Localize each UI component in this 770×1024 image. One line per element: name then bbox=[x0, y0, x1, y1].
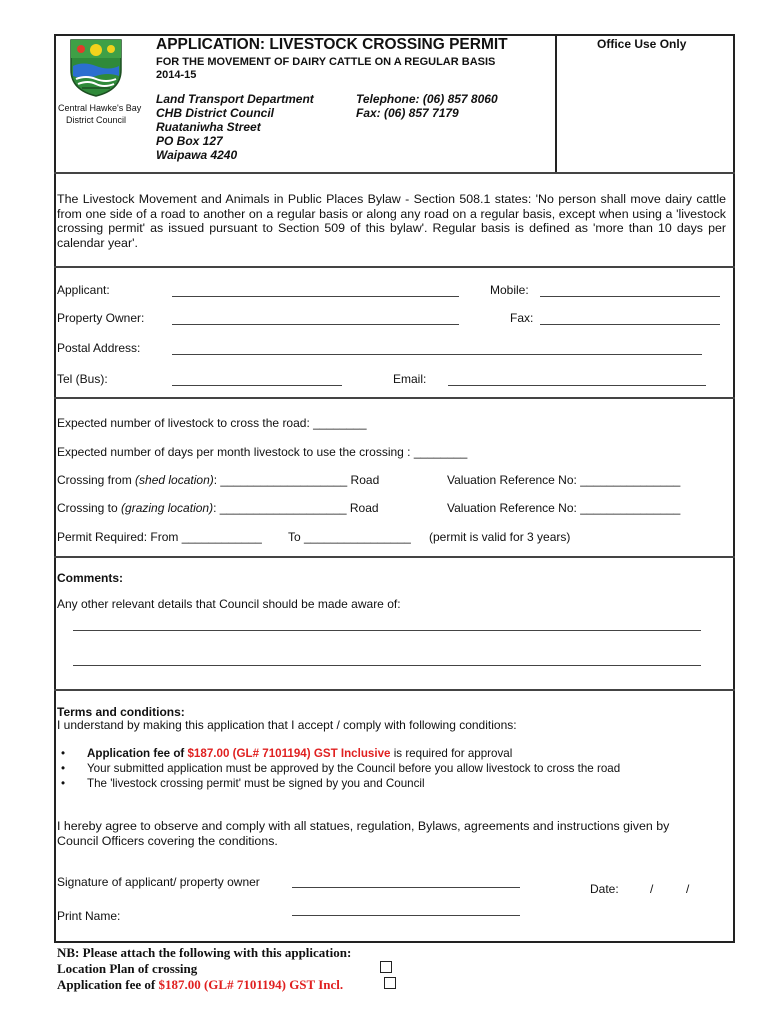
applicant-field[interactable] bbox=[172, 296, 459, 297]
crossing-from[interactable] bbox=[57, 473, 379, 487]
property-owner-label: Property Owner: bbox=[57, 311, 145, 325]
address-line-5: Waipawa 4240 bbox=[156, 148, 238, 162]
print-name-field[interactable] bbox=[292, 915, 520, 916]
signature-label: Signature of applicant/ property owner bbox=[57, 875, 260, 889]
address-line-1: Land Transport Department bbox=[156, 92, 314, 106]
divider-header bbox=[54, 172, 735, 174]
crossing-from-field: : ___________________ Road bbox=[213, 473, 380, 487]
council-name-line1: Central Hawke's Bay bbox=[58, 103, 142, 113]
council-name-line2: District Council bbox=[65, 115, 126, 125]
permit-to[interactable]: To ________________ bbox=[288, 530, 411, 544]
crossing-from-hint: (shed location) bbox=[135, 473, 214, 487]
agreement-text: I hereby agree to observe and comply with all statues, regulation, Bylaws, agreements and instructions given by Council Officers covering the conditions. bbox=[57, 819, 670, 848]
telephone: Telephone: (06) 857 8060 bbox=[356, 92, 498, 106]
divider-livestock bbox=[54, 556, 735, 558]
fee-attach-label bbox=[57, 977, 343, 993]
crossing-to-field: : ___________________ Road bbox=[213, 501, 379, 515]
comments-line-1[interactable] bbox=[73, 630, 701, 631]
fee-suffix: is required for approval bbox=[390, 747, 513, 760]
permit-validity-note: (permit is valid for 3 years) bbox=[429, 530, 571, 544]
date-slash-1: / bbox=[650, 882, 654, 896]
bylaw-text: The Livestock Movement and Animals in Public Places Bylaw - Section 508.1 states: 'No person shall move dairy cattle from one side of a road to another on a regular basis or along any road on a regular basis, except when using a 'livestock crossing permit' as issued pursuant to Section 509 of this bylaw'. Regular basis is defined as 'more than 10 days per calendar year'. bbox=[57, 192, 726, 250]
valuation-ref-2[interactable]: Valuation Reference No: _______________ bbox=[447, 501, 681, 515]
date-label: Date: bbox=[590, 882, 619, 896]
mobile-label: Mobile: bbox=[490, 283, 529, 297]
divider-bylaw bbox=[54, 266, 735, 268]
page-title: APPLICATION: LIVESTOCK CROSSING PERMIT bbox=[156, 36, 508, 53]
postal-address-label: Postal Address: bbox=[57, 341, 141, 355]
office-use-divider bbox=[555, 34, 557, 174]
date-slash-2: / bbox=[686, 882, 690, 896]
tel-bus-label: Tel (Bus): bbox=[57, 372, 108, 386]
terms-bullet-1: • Application fee of $187.00 (GL# 7101194) GST Inclusive is required for approval bbox=[61, 747, 513, 760]
address-line-4: PO Box 127 bbox=[156, 134, 223, 148]
print-name-label: Print Name: bbox=[57, 909, 121, 923]
crossing-from-label: Crossing from bbox=[57, 473, 136, 487]
nb-note: NB: Please attach the following with this application: bbox=[57, 945, 352, 960]
form-frame bbox=[54, 34, 735, 943]
postal-address-field[interactable] bbox=[172, 354, 702, 355]
location-plan-checkbox[interactable] bbox=[380, 961, 392, 973]
address-line-2: CHB District Council bbox=[156, 106, 275, 120]
fee-label: Application fee of bbox=[87, 747, 188, 760]
fax-label: Fax: bbox=[510, 311, 534, 325]
terms-intro: I understand by making this application that I accept / comply with following conditions: bbox=[57, 718, 517, 732]
fee-attach-amount: $187.00 (GL# 7101194) GST Incl. bbox=[158, 977, 344, 992]
form-year: 2014-15 bbox=[156, 69, 197, 81]
mobile-field[interactable] bbox=[540, 296, 720, 297]
email-field[interactable] bbox=[448, 385, 706, 386]
applicant-label: Applicant: bbox=[57, 283, 110, 297]
property-owner-field[interactable] bbox=[172, 324, 459, 325]
fee-checkbox[interactable] bbox=[384, 977, 396, 989]
divider-applicant bbox=[54, 397, 735, 399]
terms-bullet-3: • The 'livestock crossing permit' must be signed by you and Council bbox=[61, 777, 425, 790]
crossing-to-hint: (grazing location) bbox=[121, 501, 214, 515]
email-label: Email: bbox=[393, 372, 427, 386]
office-use-label: Office Use Only bbox=[597, 37, 687, 51]
comments-line-2[interactable] bbox=[73, 665, 701, 666]
comments-heading: Comments: bbox=[57, 571, 124, 585]
comments-prompt: Any other relevant details that Council should be made aware of: bbox=[57, 597, 401, 611]
fee-attach-text: Application fee of bbox=[57, 977, 159, 992]
fax-field[interactable] bbox=[540, 324, 720, 325]
terms-bullet-3-text: The 'livestock crossing permit' must be signed by you and Council bbox=[87, 777, 425, 790]
terms-heading: Terms and conditions: bbox=[57, 705, 185, 719]
signature-field[interactable] bbox=[292, 887, 520, 888]
crossing-to[interactable] bbox=[57, 501, 379, 515]
permit-from[interactable]: Permit Required: From ____________ bbox=[57, 530, 262, 544]
tel-bus-field[interactable] bbox=[172, 385, 342, 386]
terms-bullet-2-text: Your submitted application must be approved by the Council before you allow livestock to cross the road bbox=[87, 762, 621, 775]
expected-days[interactable]: Expected number of days per month livestock to use the crossing : ________ bbox=[57, 445, 468, 459]
fax-number: Fax: (06) 857 7179 bbox=[356, 106, 459, 120]
location-plan-label: Location Plan of crossing bbox=[57, 961, 198, 976]
address-line-3: Ruataniwha Street bbox=[156, 120, 261, 134]
fee-amount: $187.00 (GL# 7101194) GST Inclusive bbox=[187, 747, 391, 760]
page-subtitle: FOR THE MOVEMENT OF DAIRY CATTLE ON A REGULAR BASIS bbox=[156, 56, 496, 68]
crossing-to-label: Crossing to bbox=[57, 501, 122, 515]
divider-comments bbox=[54, 689, 735, 691]
valuation-ref-1[interactable]: Valuation Reference No: _______________ bbox=[447, 473, 681, 487]
terms-bullet-2: • Your submitted application must be approved by the Council before you allow livestock to cross the road bbox=[61, 762, 621, 775]
council-logo-icon bbox=[68, 36, 124, 98]
expected-livestock[interactable]: Expected number of livestock to cross the road: ________ bbox=[57, 416, 367, 430]
